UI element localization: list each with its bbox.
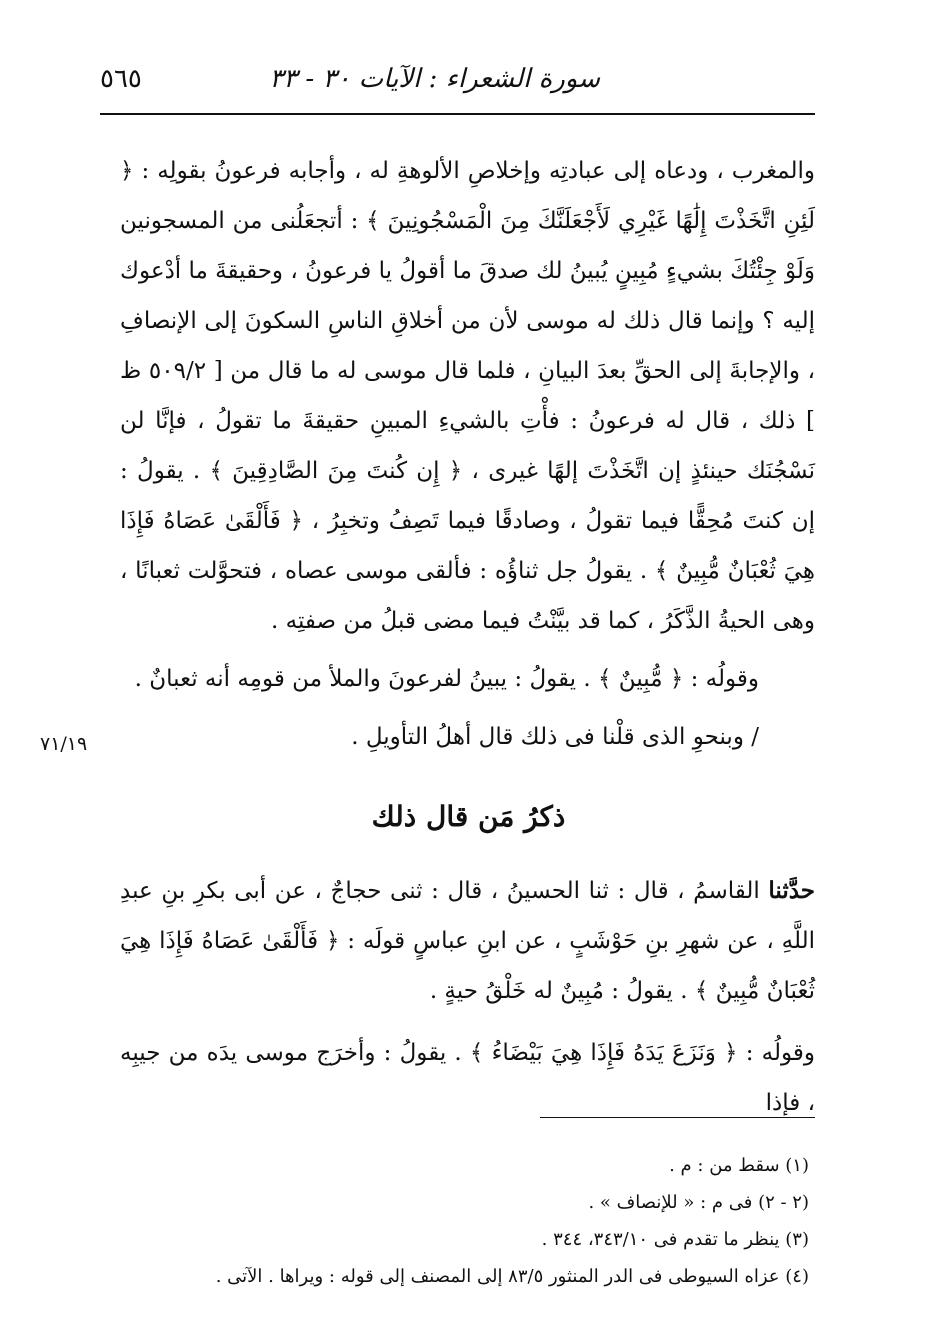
page-header — [100, 60, 815, 110]
body-paragraph-2 — [120, 866, 815, 1016]
footnote-2: (٢ - ٢) فى م : « للإنصاف » . — [588, 1192, 809, 1213]
paragraph-text: والمغرب ، ودعاه إلى عبادتِه وإخلاصِ الألوهةِ له ، وأجابه فرعونُ بقولِه : ﴿ لَئِنِ اتَّخَذْتَ إِلَٰهًا غَيْرِي لَأَجْعَلَنَّكَ مِنَ الْمَسْجُونِينَ ﴾ : أتجعَلُنى من المسجونين وَلَوْ جِئْتُكَ بشيءٍ مُبِينٍ يُبينُ لك صدقَ ما أقولُ يا فرعونُ ، وحقيقةَ ما أدْعوك إليه ؟ وإنما قال ذلك له موسى لأن من أخلاقِ الناسِ السكونَ إلى الإنصافِ ، والإجابةَ إلى الحقِّ بعدَ البيانِ ، فلما قال موسى له ما قال من [ ٥٠٩/٢ ظ ] ذلك ، قال له فرعونُ : فأْتِ بالشيءِ المبينِ حقيقةَ ما تقولُ ، فإنَّا لن نَسْجُنَك حينئذٍ إن اتَّخَذْتَ إلهًا غيرى ، ﴿ إِن كُنتَ مِنَ الصَّادِقِينَ ﴾ . يقولُ : إن كنتَ مُحِقًّا فيما تقولُ ، وصادقًا فيما تَصِفُ وتخبِرُ ، ﴿ فَأَلْقَىٰ عَصَاهُ فَإِذَا هِيَ ثُعْبَانٌ مُّبِينٌ ﴾ . يقولُ جل ثناؤُه : فألقى موسى عصاه ، فتحوَّلت ثعبانًا ، وهى الحيةُ الذَّكَرُ ، كما قد بيَّنْتُ فيما مضى قبلُ من صفتِه . — [120, 158, 815, 634]
footnote-3: (٣) ينظر ما تقدم فى ٣٤٣/١٠، ٣٤٤ . — [541, 1229, 809, 1250]
header-rule — [100, 113, 815, 115]
body-line-tawil: / وبنحوِ الذى قلْنا فى ذلك قال أهلُ التأويلِ . — [351, 724, 759, 750]
body-paragraph-1 — [120, 146, 815, 646]
footnote-4: (٤) عزاه السيوطى فى الدر المنثور ٨٣/٥ إلى المصنف إلى قوله : ويراها . الآتى . — [215, 1266, 809, 1287]
footnote-1: (١) سقط من : م . — [669, 1155, 809, 1176]
paragraph-text — [120, 866, 815, 1016]
paragraph-text: وقولُه : ﴿ وَنَزَعَ يَدَهُ فَإِذَا هِيَ بَيْضَاءُ ﴾ . يقولُ : وأخرَج موسى يدَه من جيبِه ، فإذا — [120, 1040, 815, 1116]
page-number: ٥٦٥ — [100, 64, 142, 94]
narration-keyword: حدَّثنا — [768, 877, 816, 904]
surah-title: سورة الشعراء : الآيات ٣٠ - ٣٣ — [269, 64, 600, 94]
section-heading: ذكرُ مَن قال ذلك — [371, 800, 566, 833]
body-paragraph-3 — [120, 1028, 815, 1128]
footnote-rule — [540, 1117, 815, 1118]
margin-reference: ٧١/١٩ — [40, 733, 88, 755]
narration-text: القاسمُ ، قال : ثنا الحسينُ ، قال : ثنى حجاجٌ ، عن أبى بكرِ بنِ عبدِ اللَّهِ ، عن شهرِ بنِ حَوْشَبٍ ، عن ابنِ عباسٍ قولَه : ﴿ فَأَلْقَىٰ عَصَاهُ فَإِذَا هِيَ ثُعْبَانٌ مُّبِينٌ ﴾ . يقولُ : مُبِينٌ له خَلْقُ حيةٍ . — [120, 878, 815, 1004]
footnotes — [119, 1147, 809, 1295]
body-line-quote: وقولُه : ﴿ مُّبِينٌ ﴾ . يقولُ : يبينُ لفرعونَ والملأ من قومِه أنه ثعبانٌ . — [134, 666, 759, 692]
